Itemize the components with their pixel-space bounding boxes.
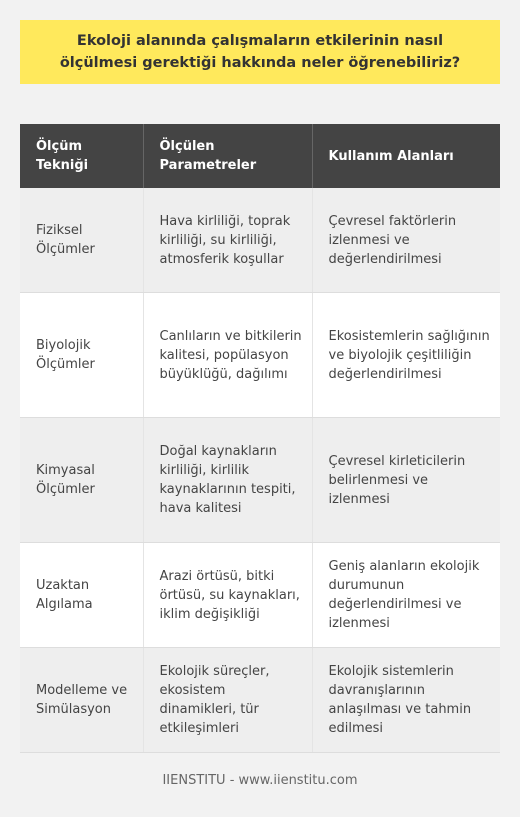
cell-parameters: Canlıların ve bitkilerin kalitesi, popülasyon büyüklüğü, dağılımı: [143, 293, 312, 418]
cell-technique: Fiziksel Ölçümler: [20, 188, 143, 293]
footer-credit: IIENSTITU - www.iienstitu.com: [162, 773, 358, 788]
cell-usage: Çevresel faktörlerin izlenmesi ve değerlendirilmesi: [312, 188, 500, 293]
table-row: [20, 188, 500, 293]
cell-technique: Kimyasal Ölçümler: [20, 418, 143, 543]
cell-parameters: Ekolojik süreçler, ekosistem dinamikleri, tür etkileşimleri: [143, 648, 312, 753]
cell-usage: Ekosistemlerin sağlığının ve biyolojik çeşitliliğin değerlendirilmesi: [312, 293, 500, 418]
cell-parameters: Doğal kaynakların kirliliği, kirlilik kaynaklarının tespiti, hava kalitesi: [143, 418, 312, 543]
cell-parameters: Arazi örtüsü, bitki örtüsü, su kaynakları, iklim değişikliği: [143, 543, 312, 648]
header-parameters: Ölçülen Parametreler: [143, 124, 312, 188]
header-usage-areas: Kullanım Alanları: [312, 124, 500, 188]
table-row: [20, 543, 500, 648]
cell-usage: Ekolojik sistemlerin davranışlarının anlaşılması ve tahmin edilmesi: [312, 648, 500, 753]
cell-parameters: Hava kirliliği, toprak kirliliği, su kirliliği, atmosferik koşullar: [143, 188, 312, 293]
header-technique: Ölçüm Tekniği: [20, 124, 143, 188]
measurement-table: [20, 124, 500, 753]
cell-usage: Çevresel kirleticilerin belirlenmesi ve izlenmesi: [312, 418, 500, 543]
cell-technique: Biyolojik Ölçümler: [20, 293, 143, 418]
cell-technique: Modelleme ve Simülasyon: [20, 648, 143, 753]
cell-usage: Geniş alanların ekolojik durumunun değerlendirilmesi ve izlenmesi: [312, 543, 500, 648]
table-row: [20, 418, 500, 543]
table-row: [20, 293, 500, 418]
table-row: [20, 648, 500, 753]
title-banner: [20, 20, 500, 84]
page-title: Ekoloji alanında çalışmaların etkilerinin nasıl ölçülmesi gerektiği hakkında neler öğrenebiliriz?: [59, 33, 461, 71]
cell-technique: Uzaktan Algılama: [20, 543, 143, 648]
table-header-row: [20, 124, 500, 188]
